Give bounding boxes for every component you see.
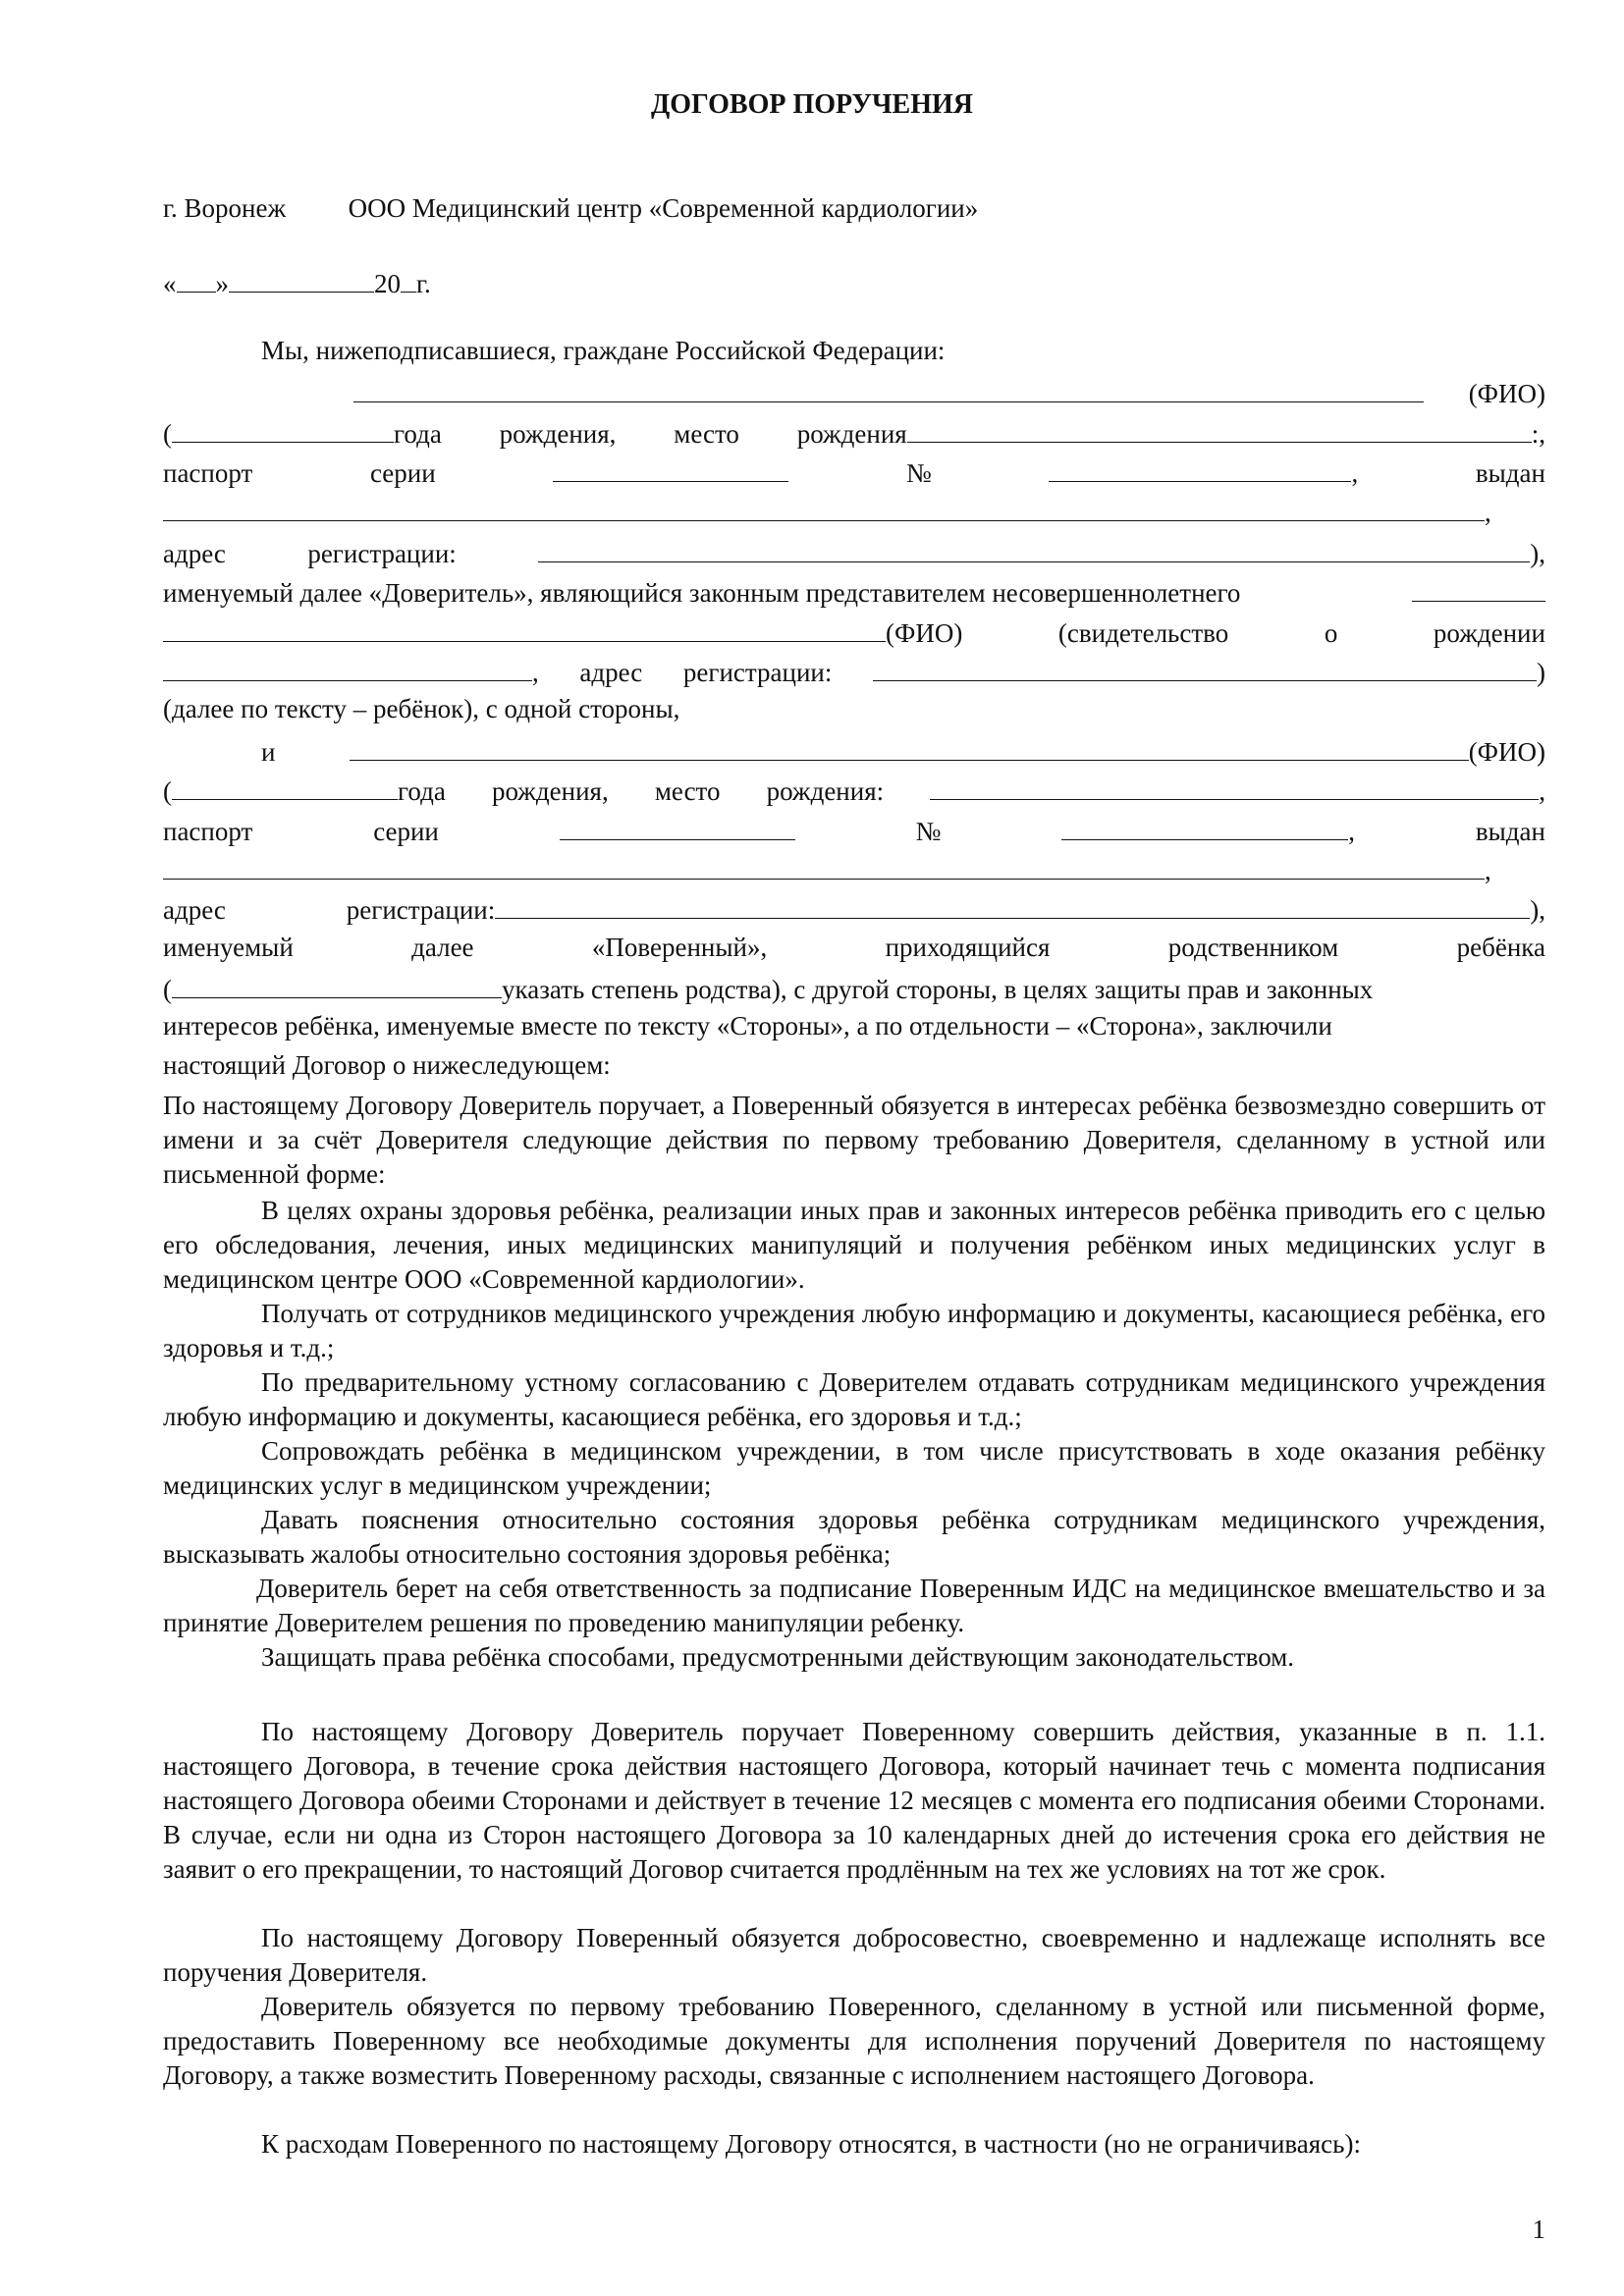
year-blank (401, 265, 416, 293)
agent-birthplace-blank (930, 773, 1539, 800)
clause-item-1: В целях охраны здоровья ребёнка, реализации иных прав и законных интересов ребёнка приводить его с целью его обследования, лечения, иных медицинских манипуляций и получения ребёнком иных медицинских услуг в медицинском центре ООО «Современной кардиологии». (163, 1196, 1545, 1294)
month-blank (229, 265, 374, 293)
clause-item-5: Давать пояснения относительно состояния здоровья ребёнка сотрудникам медицинского учреждения, высказывать жалобы относительно состояния здоровья ребёнка; (163, 1505, 1545, 1569)
agreement-line: настоящий Договор о нижеследующем: (163, 1050, 611, 1080)
clause-item-3: По предварительному устному согласованию с Доверителем отдавать сотрудникам медицинского учреждения любую информацию и документы, касающиеся ребёнка, его здоровья и т.д.; (163, 1367, 1545, 1431)
organization: ООО Медицинский центр «Современной кардиологии» (348, 193, 979, 223)
principal-passport-line: паспорт серии № , выдан (163, 454, 1545, 490)
principal-duty-clause: Доверитель обязуется по первому требованию Поверенного, сделанному в устной или письменной форме, предоставить Поверенному все необходимые документы для исполнения поручений Доверителя по настоящему Договору, а также возместить Поверенному расходы, связанные с исполнением настоящего Договора. (163, 1992, 1545, 2090)
agent-fio-line: и (ФИО) (163, 733, 1545, 769)
principal-named-line: именуемый далее «Доверитель», являющийся законным представителем несовершеннолетнего (163, 574, 1545, 610)
document-title: ДОГОВОР ПОРУЧЕНИЯ (650, 89, 973, 120)
child-fio-line: (ФИО) (свидетельство о рождении (163, 614, 1545, 650)
principal-fio-blank (353, 375, 1424, 402)
clause-item-6: Доверитель берет на себя ответственность за подписание Поверенным ИДС на медицинское вмешательство и за принятие Доверителем решения по проведению манипуляции ребенку. (163, 1574, 1545, 1637)
agent-address-line: адрес регистрации: ), (163, 891, 1545, 927)
agent-passport-line: паспорт серии № , выдан (163, 813, 1545, 848)
term-clause: По настоящему Договору Доверитель поручает Поверенному совершить действия, указанные в п. 1.1. настоящего Договора, в течение срока действия настоящего Договора, который начинает течь с момента подписания настоящего Договора обеими Сторонами и действует в течение 12 месяцев с момента его подписания обеими Сторонами. В случае, если ни одна из Сторон настоящего Договора за 10 календарных дней до истечения срока его действия не заявит о его прекращении, то настоящий Договор считается продлённым на тех же условиях на тот же срок. (163, 1717, 1545, 1884)
agent-address-blank (495, 891, 1530, 919)
agent-birth-line: ( года рождения, место рождения: , (163, 773, 1545, 808)
kinship-line: ( указать степень родства), с другой стороны, в целях защиты прав и законных (163, 971, 1545, 1006)
clause-main: По настоящему Договору Доверитель поручает, а Поверенный обязуется в интересах ребёнка безвозмездно совершить от имени и за счёт Доверителя следующие действия по первому требованию Доверителя, сделанному в устной или письменной форме: (163, 1091, 1545, 1189)
expenses-clause: К расходам Поверенного по настоящему Договору относятся, в частности (но не ограничиваясь): (261, 2129, 1361, 2159)
clause-item-2: Получать от сотрудников медицинского учреждения любую информацию и документы, касающиеся ребёнка, его здоровья и т.д.; (163, 1299, 1545, 1362)
intro-line: Мы, нижеподписавшиеся, граждане Российской Федерации: (261, 336, 946, 365)
day-blank (177, 265, 216, 293)
kinship-blank (172, 971, 502, 998)
agent-named-line: именуемый далее «Поверенный», приходящийся родственником ребёнка (163, 933, 1545, 962)
passport-number-blank (1049, 454, 1351, 482)
principal-address-line: адрес регистрации: ), (163, 535, 1545, 570)
clause-item-4: Сопровождать ребёнка в медицинском учреждении, в том числе присутствовать в ходе оказания ребёнку медицинских услуг в медицинском учреждении; (163, 1436, 1545, 1500)
agent-fio-blank (350, 733, 1469, 761)
header-line (163, 192, 1545, 225)
principal-address-blank (538, 535, 1530, 562)
clause-item-7: Защищать права ребёнка способами, предусмотренными действующим законодательством. (261, 1642, 1295, 1672)
principal-issued-line: , (163, 494, 1545, 529)
agent-issued-line: , (163, 852, 1545, 887)
agent-duty-clause: По настоящему Договору Поверенный обязуется добросовестно, своевременно и надлежаще исполнять все поручения Доверителя. (163, 1923, 1545, 1987)
child-address-blank (873, 654, 1537, 681)
interests-line: интересов ребёнка, именуемые вместе по тексту «Стороны», а по отдельности – «Сторона», заключили (163, 1011, 1332, 1041)
passport-series-blank (553, 454, 788, 482)
page-number: 1 (1532, 2215, 1545, 2244)
child-end-line: (далее по тексту – ребёнок), с одной стороны, (163, 694, 680, 723)
date-line: « » 20 г. (163, 265, 1545, 300)
city: г. Воронеж (163, 193, 287, 223)
principal-fio-line: (ФИО) (163, 375, 1545, 410)
child-address-line: , адрес регистрации: ) (163, 654, 1545, 689)
child-fio-blank (163, 614, 886, 642)
principal-birth-line: ( года рождения, место рождения :, (163, 415, 1545, 451)
